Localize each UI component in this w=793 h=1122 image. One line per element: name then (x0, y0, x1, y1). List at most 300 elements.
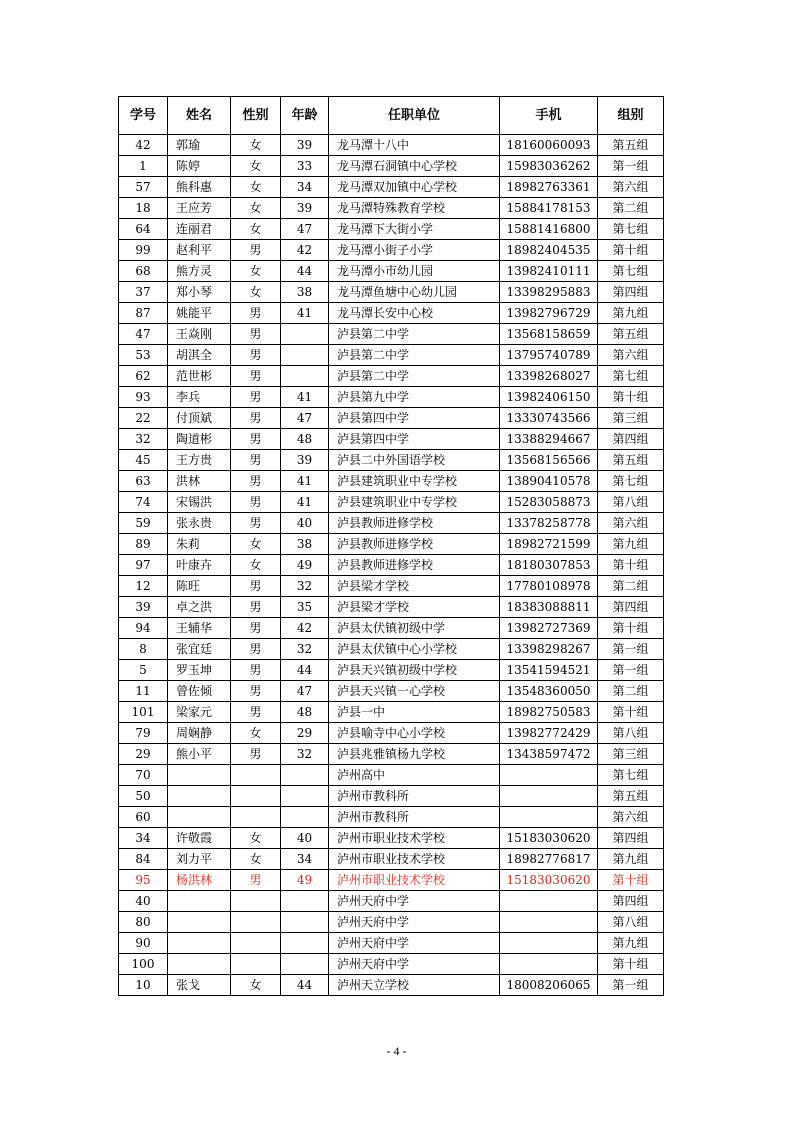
cell-group: 第七组 (598, 219, 664, 240)
cell-gender (231, 954, 281, 975)
cell-student-id: 84 (119, 849, 168, 870)
cell-group: 第十组 (598, 387, 664, 408)
cell-work-unit: 龙马潭十八中 (329, 135, 500, 156)
cell-name: 王辅华 (168, 618, 231, 639)
cell-age: 47 (281, 408, 329, 429)
cell-student-id: 87 (119, 303, 168, 324)
cell-phone (500, 891, 598, 912)
cell-work-unit: 泸县二中外国语学校 (329, 450, 500, 471)
cell-name: 罗玉坤 (168, 660, 231, 681)
cell-name: 李兵 (168, 387, 231, 408)
cell-gender: 女 (231, 219, 281, 240)
table-row (119, 954, 664, 975)
cell-group: 第一组 (598, 156, 664, 177)
table-row (119, 471, 664, 492)
cell-phone: 13982772429 (500, 723, 598, 744)
cell-gender: 女 (231, 828, 281, 849)
cell-student-id: 62 (119, 366, 168, 387)
cell-name: 朱莉 (168, 534, 231, 555)
cell-student-id: 50 (119, 786, 168, 807)
cell-phone (500, 807, 598, 828)
cell-work-unit: 泸州市职业技术学校 (329, 870, 500, 891)
cell-group: 第七组 (598, 261, 664, 282)
cell-group: 第一组 (598, 975, 664, 996)
cell-age (281, 765, 329, 786)
table-row (119, 135, 664, 156)
cell-student-id: 1 (119, 156, 168, 177)
table-row (119, 282, 664, 303)
cell-work-unit: 龙马潭石洞镇中心学校 (329, 156, 500, 177)
cell-gender: 男 (231, 240, 281, 261)
cell-student-id: 37 (119, 282, 168, 303)
cell-student-id: 47 (119, 324, 168, 345)
cell-group: 第七组 (598, 765, 664, 786)
table-row (119, 429, 664, 450)
cell-phone: 15183030620 (500, 870, 598, 891)
cell-gender: 男 (231, 429, 281, 450)
table-row (119, 786, 664, 807)
cell-student-id: 99 (119, 240, 168, 261)
cell-gender: 女 (231, 156, 281, 177)
cell-phone: 13438597472 (500, 744, 598, 765)
cell-age: 39 (281, 135, 329, 156)
cell-work-unit: 泸县教师进修学校 (329, 555, 500, 576)
cell-age: 33 (281, 156, 329, 177)
cell-age (281, 786, 329, 807)
cell-phone: 15283058873 (500, 492, 598, 513)
cell-gender: 女 (231, 261, 281, 282)
cell-age (281, 366, 329, 387)
cell-group: 第六组 (598, 177, 664, 198)
table-row (119, 975, 664, 996)
cell-student-id: 53 (119, 345, 168, 366)
cell-group: 第九组 (598, 303, 664, 324)
cell-work-unit: 泸州天府中学 (329, 954, 500, 975)
cell-work-unit: 泸县一中 (329, 702, 500, 723)
cell-work-unit: 泸州市教科所 (329, 786, 500, 807)
cell-name: 王焱刚 (168, 324, 231, 345)
cell-phone: 18982763361 (500, 177, 598, 198)
cell-phone: 13398268027 (500, 366, 598, 387)
cell-age (281, 933, 329, 954)
cell-name (168, 933, 231, 954)
cell-gender: 男 (231, 618, 281, 639)
cell-name: 赵利平 (168, 240, 231, 261)
cell-name (168, 786, 231, 807)
cell-student-id: 11 (119, 681, 168, 702)
table-row (119, 198, 664, 219)
cell-name: 梁家元 (168, 702, 231, 723)
cell-name: 周娴静 (168, 723, 231, 744)
cell-gender: 男 (231, 450, 281, 471)
cell-student-id: 32 (119, 429, 168, 450)
cell-group: 第五组 (598, 450, 664, 471)
cell-phone (500, 912, 598, 933)
cell-name: 熊小平 (168, 744, 231, 765)
cell-name: 姚能平 (168, 303, 231, 324)
cell-name: 陈婷 (168, 156, 231, 177)
cell-name: 熊科惠 (168, 177, 231, 198)
cell-work-unit: 龙马潭下大街小学 (329, 219, 500, 240)
cell-age: 49 (281, 555, 329, 576)
table-row (119, 534, 664, 555)
cell-phone: 18982776817 (500, 849, 598, 870)
cell-gender: 男 (231, 345, 281, 366)
cell-work-unit: 泸县第二中学 (329, 345, 500, 366)
cell-group: 第十组 (598, 954, 664, 975)
cell-gender (231, 786, 281, 807)
cell-phone: 15183030620 (500, 828, 598, 849)
table-row (119, 849, 664, 870)
cell-name: 刘力平 (168, 849, 231, 870)
table-row (119, 219, 664, 240)
cell-name: 郑小琴 (168, 282, 231, 303)
cell-student-id: 74 (119, 492, 168, 513)
cell-group: 第十组 (598, 555, 664, 576)
cell-group: 第八组 (598, 723, 664, 744)
cell-phone: 18982404535 (500, 240, 598, 261)
cell-student-id: 59 (119, 513, 168, 534)
cell-student-id: 34 (119, 828, 168, 849)
cell-name: 陈旺 (168, 576, 231, 597)
cell-group: 第一组 (598, 639, 664, 660)
cell-name: 王方贵 (168, 450, 231, 471)
cell-name: 张宜廷 (168, 639, 231, 660)
table-row (119, 702, 664, 723)
cell-student-id: 93 (119, 387, 168, 408)
cell-phone: 13982727369 (500, 618, 598, 639)
cell-phone (500, 786, 598, 807)
cell-work-unit: 泸县第四中学 (329, 408, 500, 429)
cell-age (281, 891, 329, 912)
cell-group: 第九组 (598, 933, 664, 954)
cell-gender: 男 (231, 366, 281, 387)
member-table (118, 96, 664, 996)
cell-gender (231, 912, 281, 933)
cell-age: 42 (281, 618, 329, 639)
cell-age: 39 (281, 450, 329, 471)
cell-group: 第一组 (598, 660, 664, 681)
cell-age (281, 912, 329, 933)
cell-age: 41 (281, 471, 329, 492)
cell-group: 第十组 (598, 240, 664, 261)
cell-group: 第九组 (598, 534, 664, 555)
cell-student-id: 68 (119, 261, 168, 282)
cell-age: 44 (281, 261, 329, 282)
cell-work-unit: 泸州市教科所 (329, 807, 500, 828)
cell-age: 41 (281, 387, 329, 408)
cell-student-id: 8 (119, 639, 168, 660)
table-row (119, 366, 664, 387)
cell-student-id: 45 (119, 450, 168, 471)
cell-gender (231, 765, 281, 786)
table-row (119, 870, 664, 891)
table-row (119, 597, 664, 618)
cell-gender: 女 (231, 282, 281, 303)
cell-age: 32 (281, 639, 329, 660)
table-row (119, 408, 664, 429)
cell-work-unit: 泸县喻寺中心小学校 (329, 723, 500, 744)
cell-gender: 男 (231, 576, 281, 597)
cell-name: 许敬霞 (168, 828, 231, 849)
cell-gender: 男 (231, 492, 281, 513)
cell-name: 王应芳 (168, 198, 231, 219)
cell-age: 40 (281, 513, 329, 534)
cell-group: 第九组 (598, 849, 664, 870)
cell-phone (500, 954, 598, 975)
table-row (119, 765, 664, 786)
cell-name (168, 891, 231, 912)
cell-phone: 18982750583 (500, 702, 598, 723)
cell-work-unit: 泸县第二中学 (329, 366, 500, 387)
cell-group: 第十组 (598, 870, 664, 891)
cell-group: 第六组 (598, 807, 664, 828)
cell-gender: 男 (231, 387, 281, 408)
cell-age: 47 (281, 219, 329, 240)
cell-work-unit: 泸县教师进修学校 (329, 513, 500, 534)
table-row (119, 324, 664, 345)
cell-group: 第五组 (598, 324, 664, 345)
cell-gender: 男 (231, 408, 281, 429)
cell-work-unit: 泸县太伏镇初级中学 (329, 618, 500, 639)
cell-work-unit: 泸县建筑职业中专学校 (329, 471, 500, 492)
cell-group: 第五组 (598, 786, 664, 807)
cell-group: 第七组 (598, 471, 664, 492)
cell-name: 连丽君 (168, 219, 231, 240)
cell-age: 42 (281, 240, 329, 261)
table-row (119, 744, 664, 765)
cell-age: 35 (281, 597, 329, 618)
cell-work-unit: 泸州天立学校 (329, 975, 500, 996)
header-row (119, 97, 664, 135)
cell-student-id: 18 (119, 198, 168, 219)
cell-phone: 13982796729 (500, 303, 598, 324)
cell-name: 曾佐倾 (168, 681, 231, 702)
cell-name: 胡淇全 (168, 345, 231, 366)
cell-name (168, 954, 231, 975)
table-row (119, 303, 664, 324)
cell-work-unit: 泸州市职业技术学校 (329, 828, 500, 849)
cell-gender: 女 (231, 723, 281, 744)
header-group: 组别 (598, 97, 664, 135)
cell-work-unit: 泸州天府中学 (329, 933, 500, 954)
cell-phone: 13890410578 (500, 471, 598, 492)
cell-age (281, 324, 329, 345)
cell-group: 第四组 (598, 282, 664, 303)
cell-gender: 男 (231, 471, 281, 492)
table-row (119, 828, 664, 849)
cell-gender: 女 (231, 975, 281, 996)
cell-group: 第六组 (598, 513, 664, 534)
cell-name: 付顶斌 (168, 408, 231, 429)
cell-name (168, 807, 231, 828)
cell-gender (231, 807, 281, 828)
cell-age: 39 (281, 198, 329, 219)
cell-gender: 女 (231, 198, 281, 219)
cell-phone: 18180307853 (500, 555, 598, 576)
table-row (119, 345, 664, 366)
table-row (119, 639, 664, 660)
cell-age: 49 (281, 870, 329, 891)
cell-work-unit: 泸县太伏镇中心小学校 (329, 639, 500, 660)
cell-work-unit: 泸县第四中学 (329, 429, 500, 450)
cell-student-id: 22 (119, 408, 168, 429)
cell-work-unit: 泸县梁才学校 (329, 597, 500, 618)
cell-group: 第五组 (598, 135, 664, 156)
cell-student-id: 100 (119, 954, 168, 975)
header-student-id: 学号 (119, 97, 168, 135)
cell-age: 41 (281, 492, 329, 513)
cell-name: 洪林 (168, 471, 231, 492)
cell-phone: 13795740789 (500, 345, 598, 366)
cell-work-unit: 泸县梁才学校 (329, 576, 500, 597)
cell-work-unit: 泸县第九中学 (329, 387, 500, 408)
cell-student-id: 40 (119, 891, 168, 912)
table-row (119, 513, 664, 534)
table-body (119, 135, 664, 996)
cell-age: 44 (281, 660, 329, 681)
cell-gender: 男 (231, 597, 281, 618)
cell-student-id: 39 (119, 597, 168, 618)
cell-group: 第八组 (598, 912, 664, 933)
cell-phone: 18160060093 (500, 135, 598, 156)
cell-phone: 15983036262 (500, 156, 598, 177)
cell-name: 范世彬 (168, 366, 231, 387)
cell-gender: 男 (231, 702, 281, 723)
cell-phone: 13982410111 (500, 261, 598, 282)
cell-work-unit: 龙马潭小市幼儿园 (329, 261, 500, 282)
cell-student-id: 10 (119, 975, 168, 996)
cell-age (281, 807, 329, 828)
page-number: - 4 - (386, 1044, 407, 1058)
cell-group: 第二组 (598, 576, 664, 597)
cell-name (168, 765, 231, 786)
cell-age (281, 345, 329, 366)
table-row (119, 912, 664, 933)
cell-phone: 13982406150 (500, 387, 598, 408)
cell-gender: 男 (231, 303, 281, 324)
cell-student-id: 70 (119, 765, 168, 786)
cell-student-id: 90 (119, 933, 168, 954)
cell-work-unit: 龙马潭小街子小学 (329, 240, 500, 261)
table-row (119, 177, 664, 198)
cell-phone: 17780108978 (500, 576, 598, 597)
header-work-unit: 任职单位 (329, 97, 500, 135)
cell-name: 叶康卉 (168, 555, 231, 576)
cell-age: 32 (281, 576, 329, 597)
cell-name: 张戈 (168, 975, 231, 996)
cell-student-id: 5 (119, 660, 168, 681)
table-row (119, 618, 664, 639)
cell-student-id: 64 (119, 219, 168, 240)
table-row (119, 660, 664, 681)
table-row (119, 807, 664, 828)
cell-phone: 13541594521 (500, 660, 598, 681)
cell-gender: 女 (231, 177, 281, 198)
cell-age: 48 (281, 429, 329, 450)
table-row (119, 576, 664, 597)
cell-gender: 男 (231, 660, 281, 681)
table-row (119, 933, 664, 954)
cell-name: 张永贵 (168, 513, 231, 534)
cell-phone: 13398298267 (500, 639, 598, 660)
cell-group: 第四组 (598, 597, 664, 618)
header-name: 姓名 (168, 97, 231, 135)
cell-student-id: 94 (119, 618, 168, 639)
table-row (119, 156, 664, 177)
cell-gender: 男 (231, 681, 281, 702)
cell-phone: 18982721599 (500, 534, 598, 555)
cell-work-unit: 泸州天府中学 (329, 912, 500, 933)
cell-name: 熊方灵 (168, 261, 231, 282)
cell-name: 宋锡洪 (168, 492, 231, 513)
cell-phone: 18008206065 (500, 975, 598, 996)
cell-age: 38 (281, 282, 329, 303)
cell-work-unit: 泸县天兴镇初级中学校 (329, 660, 500, 681)
cell-age: 48 (281, 702, 329, 723)
cell-student-id: 79 (119, 723, 168, 744)
cell-group: 第八组 (598, 492, 664, 513)
cell-gender: 男 (231, 744, 281, 765)
table-row (119, 261, 664, 282)
cell-work-unit: 泸县教师进修学校 (329, 534, 500, 555)
cell-name: 杨洪林 (168, 870, 231, 891)
cell-gender: 女 (231, 849, 281, 870)
cell-group: 第七组 (598, 366, 664, 387)
cell-work-unit: 泸县建筑职业中专学校 (329, 492, 500, 513)
cell-name: 卓之洪 (168, 597, 231, 618)
cell-name (168, 912, 231, 933)
cell-age: 29 (281, 723, 329, 744)
table-row (119, 240, 664, 261)
cell-age: 32 (281, 744, 329, 765)
cell-work-unit: 龙马潭长安中心校 (329, 303, 500, 324)
cell-phone: 15884178153 (500, 198, 598, 219)
cell-student-id: 89 (119, 534, 168, 555)
cell-phone: 13548360050 (500, 681, 598, 702)
table-row (119, 555, 664, 576)
cell-group: 第四组 (598, 828, 664, 849)
cell-age: 41 (281, 303, 329, 324)
table-row (119, 492, 664, 513)
cell-age: 34 (281, 849, 329, 870)
table-row (119, 681, 664, 702)
cell-phone: 15881416800 (500, 219, 598, 240)
header-gender: 性别 (231, 97, 281, 135)
cell-group: 第二组 (598, 198, 664, 219)
cell-gender: 男 (231, 513, 281, 534)
cell-work-unit: 泸州高中 (329, 765, 500, 786)
cell-work-unit: 龙马潭特殊教育学校 (329, 198, 500, 219)
cell-work-unit: 龙马潭双加镇中心学校 (329, 177, 500, 198)
cell-student-id: 97 (119, 555, 168, 576)
cell-gender: 女 (231, 135, 281, 156)
cell-age: 44 (281, 975, 329, 996)
cell-age: 38 (281, 534, 329, 555)
cell-gender: 女 (231, 555, 281, 576)
header-age: 年龄 (281, 97, 329, 135)
cell-phone: 13568156566 (500, 450, 598, 471)
cell-work-unit: 泸县天兴镇一心学校 (329, 681, 500, 702)
cell-student-id: 57 (119, 177, 168, 198)
cell-work-unit: 泸州市职业技术学校 (329, 849, 500, 870)
cell-student-id: 80 (119, 912, 168, 933)
table-row (119, 387, 664, 408)
cell-student-id: 63 (119, 471, 168, 492)
cell-work-unit: 龙马潭鱼塘中心幼儿园 (329, 282, 500, 303)
cell-student-id: 60 (119, 807, 168, 828)
cell-gender: 男 (231, 639, 281, 660)
